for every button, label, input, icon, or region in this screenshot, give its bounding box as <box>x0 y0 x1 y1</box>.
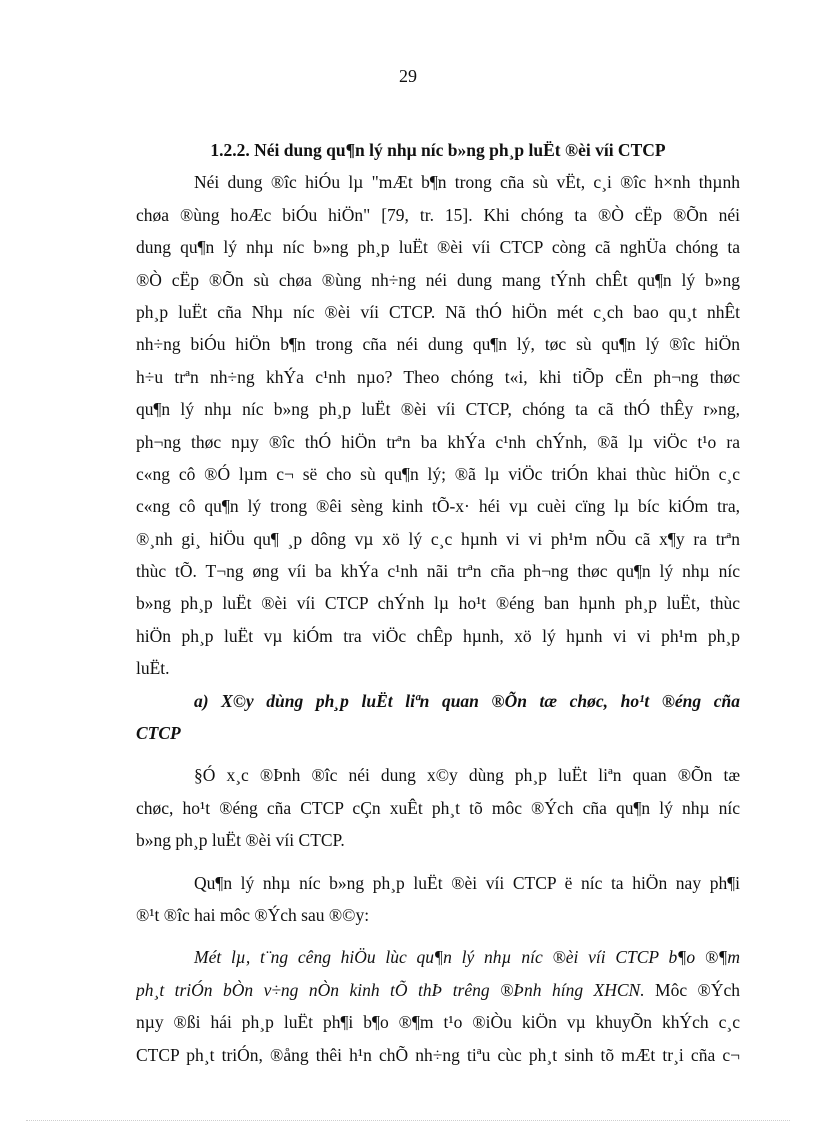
paragraph-content-definition <box>136 166 740 684</box>
text-line: Qu¶n lý nhµ níc b»ng ph¸p luËt ®èi víi CTCP ë níc ta hiÖn nay ph¶i <box>194 872 740 893</box>
text-line: Néi dung ®îc hiÓu lµ "mÆt b¶n trong cña sù vËt, c¸i ®îc h×nh thµnh <box>194 172 740 193</box>
spacer <box>136 931 740 941</box>
spacer <box>136 857 740 867</box>
text-line: h÷u trªn nh÷ng khÝa c¹nh nµo? Theo chóng t«i, khi tiÕp cËn ph¬ng thøc <box>136 366 740 387</box>
spacer <box>136 749 740 759</box>
text-line: b»ng ph¸p luËt ®èi víi CTCP chÝnh lµ ho¹t ®éng ban hµnh ph¸p luËt, thùc <box>136 593 740 614</box>
text-line: ®¸nh gi¸ hiÖu qu¶ ¸p dông vµ xö lý c¸c hµnh vi vi ph¹m nÕu cã x¶y ra trªn <box>136 528 740 549</box>
text-line: nh÷ng biÓu hiÖn b¶n trong cña néi dung qu¶n lý, tøc sù qu¶n lý ®îc hiÖn <box>136 334 740 355</box>
subheading-line: a) X©y dùng ph¸p luËt liªn quan ®Õn tæ chøc, ho¹t ®éng cña <box>194 690 740 711</box>
text-line: Mét lµ, t¨ng cêng hiÖu lùc qu¶n lý nhµ níc ®èi víi CTCP b¶o ®¶m <box>194 947 740 968</box>
page-bottom-rule <box>26 1120 790 1121</box>
text-line: ph¬ng thøc nµy ®îc thÓ hiÖn trªn ba khÝa c¹nh chÝnh, ®ã lµ viÖc t¹o ra <box>136 431 740 452</box>
text-line: nµy ®ßi hái ph¸p luËt ph¶i b¶o ®¶m t¹o ®iÒu kiÖn vµ khuyÕn khÝch c¸c <box>136 1012 740 1033</box>
text-line: ph¸p luËt cña Nhµ níc ®èi víi CTCP. Nã thÓ hiÖn mét c¸ch bao qu¸t nhÊt <box>136 301 740 322</box>
text-line: chøc, ho¹t ®éng cña CTCP cÇn xuÊt ph¸t tõ môc ®Ých cña qu¶n lý nhµ níc <box>136 797 740 818</box>
text-line <box>136 974 740 1006</box>
text-line: c«ng cô qu¶n lý trong ®êi sèng kinh tÕ-x· héi vµ cuèi cïng lµ bíc kiÓm tra, <box>136 496 740 517</box>
text-line: CTCP ph¸t triÓn, ®ång thêi h¹n chÕ nh÷ng tiªu cùc ph¸t sinh tõ mÆt tr¸i cña c¬ <box>136 1044 740 1065</box>
text-line: dung qu¶n lý nhµ níc b»ng ph¸p luËt ®èi víi CTCP còng cã nghÜa chóng ta <box>136 237 740 258</box>
text-line: §Ó x¸c ®Þnh ®îc néi dung x©y dùng ph¸p luËt liªn quan ®Õn tæ <box>194 765 740 786</box>
text-span: Môc ®Ých <box>644 979 740 1000</box>
text-line: ®Ò cËp ®Õn sù chøa ®ùng nh÷ng néi dung mang tÝnh chÊt qu¶n lý b»ng <box>136 269 740 290</box>
paragraph-goal-one <box>136 941 740 1071</box>
document-body <box>136 134 740 1071</box>
text-line: chøa ®ùng hoÆc biÓu hiÖn" [79, tr. 15]. Khi chóng ta ®Ò cËp ®Õn néi <box>136 204 740 225</box>
text-line: luËt. <box>136 658 170 679</box>
page-number: 29 <box>399 66 417 86</box>
text-line: b»ng ph¸p luËt ®èi víi CTCP. <box>136 830 345 851</box>
paragraph-goals <box>136 867 740 932</box>
subsection-heading <box>136 685 740 750</box>
text-line: ®¹t ®îc hai môc ®Ých sau ®©y: <box>136 904 370 925</box>
text-line: thùc tÕ. T¬ng øng víi ba khÝa c¹nh nãi trªn cña ph¬ng thøc qu¶n lý nhµ níc <box>136 561 740 582</box>
subheading-line: CTCP <box>136 723 181 744</box>
text-line: hiÖn ph¸p luËt vµ kiÓm tra viÖc chÊp hµnh, xö lý hµnh vi vi ph¹m ph¸p <box>136 625 740 646</box>
italic-text: ph¸t triÓn bÒn v÷ng nÒn kinh tÕ thÞ trêng ®Þnh híng XHCN. <box>136 979 645 1000</box>
text-line: qu¶n lý nhµ níc b»ng ph¸p luËt ®èi víi CTCP, chóng ta cã thÓ thÊy r»ng, <box>136 399 740 420</box>
text-line: c«ng cô ®Ó lµm c¬ së cho sù qu¶n lý; ®ã lµ viÖc triÓn khai thùc hiÖn c¸c <box>136 463 740 484</box>
section-heading: 1.2.2. Néi dung qu¶n lý nhµ níc b»ng ph¸p luËt ®èi víi CTCP <box>210 140 666 160</box>
paragraph-scope <box>136 759 740 856</box>
